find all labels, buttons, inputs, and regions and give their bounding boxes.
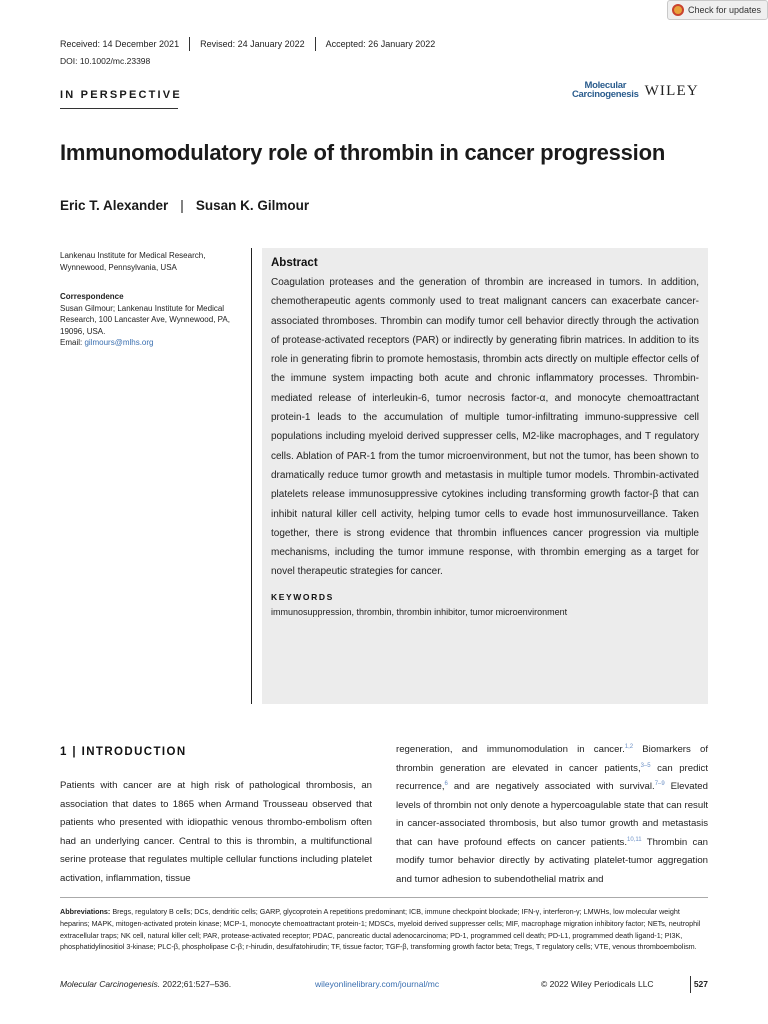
author-separator: | [180,198,184,213]
body-text: and are negatively associated with survival. [447,781,655,792]
abbreviations-text: Bregs, regulatory B cells; DCs, dendritic cells; GARP, glycoprotein A repetitions predominant; ICB, immune checkpoint blockade; IFN-γ, interferon-γ; LMWHs, low molecular weight heparins; MAPK, mitogen-activated protein kinase; MCP-1, monocyte chemoattractant protein-1; MDSCs, myeloid derived suppresser cells; MIF, macrophage migration inhibitory factor; NETs, neutrophil extracellular traps; NK cell, natural killer cell; PAR, protease-activated receptor; PDAC, pancreatic ductal adenocarcinoma; PD-1, programmed cell death; PD-L1, programmed death ligand-1; PI3K, phosphatidylinositiol 3-kinase; PLC-β, phospholipase C-β; r-hirudin, desulfatohirudin; TF, tissue factor; TGF-β, transforming growth factor beta; Tregs, T regulatory cells; VTE, venous thromboembolism. [60,907,701,952]
author-list [60,198,309,213]
email-link[interactable]: gilmours@mlhs.org [84,338,154,347]
correspondence-email-line [60,337,240,349]
correspondence [60,291,240,349]
doi: DOI: 10.1002/mc.23398 [60,56,151,66]
footer-volume: 2022;61:527–536. [160,979,232,989]
citation-ref[interactable]: 7–9 [654,780,665,787]
body-text: Thrombin can modify tumor behavior directly by activating platelet-tumor aggregation and tumor adhesion to subendothelial matrix and [396,836,708,885]
keywords-label: KEYWORDS [271,591,334,602]
author-name: Susan K. Gilmour [195,198,310,213]
author-name: Eric T. Alexander [60,198,169,213]
abstract-divider [251,248,252,704]
introduction-heading: 1 | INTRODUCTION [60,746,187,758]
date-divider [315,37,316,51]
citation-ref[interactable]: 1,2 [624,743,634,750]
footer-journal: Molecular Carcinogenesis. [60,979,161,989]
footer-divider [690,976,691,993]
abbreviations-label: Abbreviations: [60,907,111,916]
email-label: Email: [60,338,83,347]
footnote-rule [60,897,708,898]
affiliation-line: Lankenau Institute for Medical Research, [60,251,206,260]
publisher-logo: WILEY [644,83,699,99]
abstract-text: Coagulation proteases and the generation of thrombin are increased in tumors. In addition, chemotherapeutic agents commonly used to treat malignant cancers can exacerbate cancer-associated thromboses. Thrombin can modify tumor cell behavior directly through the activation of protease-activated receptors (PAR) or indirectly by generating fibrin matrices. In addition to its role in generating fibrin to promote hemostasis, thrombin acts directly on multiple effector cells of the immune system impacting both acute and chronic inflammatory processes. Thrombin-mediated release of interleukin-6, tumor necrosis factor-α, and monocyte chemoattractant protein-1 leads to the accumulation of multiple tumor-infiltrating immuno-suppressive cell populations including myeloid derived suppresser cells, M2-like macrophages, and T regulatory cells. Ablation of PAR-1 from the tumor microenvironment, but not the tumor, has been shown to dramatically reduce tumor growth and metastasis in multiple tumor models. Thrombin-activated platelets release immunosuppressive cytokines including transforming growth factor-β that can inhibit natural killer cell activity, helping tumor cells to evade host immunosurveillance. Taken together, there is strong evidence that thrombin influences cancer progression via multiple mechanisms, including the tumor immune response, with thrombin emerging as a target for novel therapeutic strategies for cancer. [271,277,699,578]
article-dates [60,38,435,50]
revised-date: Revised: 24 January 2022 [200,39,305,49]
body-column-left: Patients with cancer are at high risk of pathological thrombosis, an association that dates to 1865 when Armand Trousseau observed that patients who presented with idiopathic venous thrombo-embolism often had an underlying cancer. Central to this is thrombin, a multifunctional serine protease that regulates multiple cellular functions including platelet activation, inflammation, tissue [60,780,372,884]
body-text: regeneration, and immunomodulation in cancer. [396,744,625,755]
journal-logo [572,80,699,100]
correspondence-label: Correspondence [60,292,124,301]
accepted-date: Accepted: 26 January 2022 [325,39,436,49]
abstract-box [262,248,708,704]
logo-line-1: Molecular [584,80,627,91]
page-number: 527 [693,979,708,989]
section-label: IN PERSPECTIVE [60,89,182,101]
section-rule [60,108,178,109]
abstract-heading: Abstract [271,257,318,269]
citation-ref[interactable]: 3–5 [640,762,651,769]
page-footer [60,979,708,991]
citation-ref[interactable]: 10,11 [627,836,642,843]
article-title: Immunomodulatory role of thrombin in cancer progression [60,140,666,165]
check-for-updates-label: Check for updates [688,5,762,15]
body-column-right [396,741,708,889]
logo-line-2: Carcinogenesis [572,89,639,100]
affiliation-line: Wynnewood, Pennsylvania, USA [60,262,177,272]
footer-copyright: © 2022 Wiley Periodicals LLC [541,979,654,989]
body-text: Biomarkers of thrombin generation are elevated in cancer patients, [396,744,708,774]
body-text: Elevated levels of thrombin not only denote a hypercoagulable state that can result in cancer-associated thrombosis, but also tumor growth and metastasis that can have profound effects on cancer patients. [396,781,708,848]
keywords-text: immunosuppression, thrombin, thrombin inhibitor, tumor microenvironment [271,606,568,617]
check-for-updates-button[interactable] [667,0,768,20]
abbreviations-footnote [60,906,708,953]
footer-journal-link[interactable]: wileyonlinelibrary.com/journal/mc [315,979,440,989]
received-date: Received: 14 December 2021 [60,39,180,49]
correspondence-text: Susan Gilmour; Lankenau Institute for Medical Research, 100 Lancaster Ave, Wynnewood, PA, 19096, USA. [60,303,230,336]
citation-ref[interactable]: 6 [444,780,448,787]
affiliation [60,250,240,273]
body-text: can predict recurrence, [396,762,708,792]
date-divider [189,37,190,51]
journal-logo-mark [572,81,639,99]
footer-citation [60,979,231,989]
crossmark-icon [672,4,684,16]
